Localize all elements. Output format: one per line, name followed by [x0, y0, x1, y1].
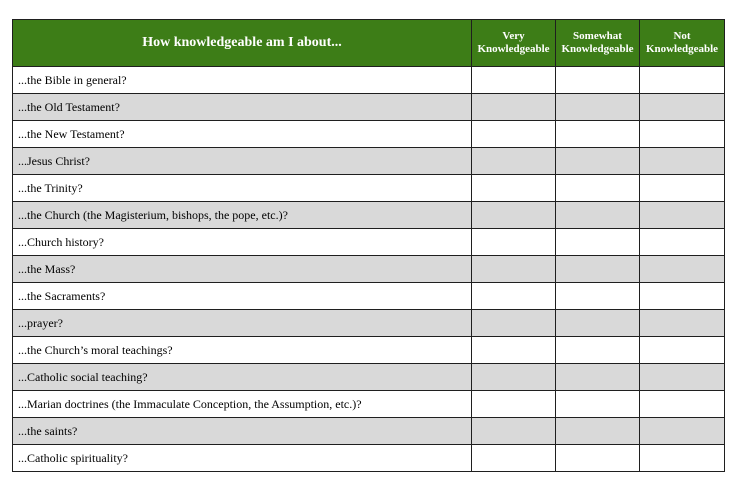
somewhat-knowledgeable-cell[interactable]: [556, 148, 640, 175]
table-row: [13, 67, 725, 94]
not-knowledgeable-header-line2: Knowledgeable: [645, 43, 719, 55]
very-knowledgeable-cell[interactable]: [472, 337, 556, 364]
question-cell: ...the Mass?: [13, 256, 472, 283]
table-row: [13, 256, 725, 283]
question-cell: ...the saints?: [13, 418, 472, 445]
very-knowledgeable-cell[interactable]: [472, 418, 556, 445]
not-knowledgeable-cell[interactable]: [640, 337, 725, 364]
not-knowledgeable-cell[interactable]: [640, 391, 725, 418]
very-knowledgeable-cell[interactable]: [472, 94, 556, 121]
not-knowledgeable-header: [640, 20, 725, 67]
not-knowledgeable-cell[interactable]: [640, 364, 725, 391]
question-cell: ...prayer?: [13, 310, 472, 337]
somewhat-knowledgeable-cell[interactable]: [556, 391, 640, 418]
table-row: [13, 175, 725, 202]
somewhat-knowledgeable-cell[interactable]: [556, 445, 640, 472]
not-knowledgeable-cell[interactable]: [640, 94, 725, 121]
not-knowledgeable-header-line1: Not: [673, 30, 691, 42]
table-row: [13, 202, 725, 229]
somewhat-knowledgeable-cell[interactable]: [556, 283, 640, 310]
question-cell: ...Church history?: [13, 229, 472, 256]
question-cell: ...the Church (the Magisterium, bishops, the pope, etc.)?: [13, 202, 472, 229]
very-knowledgeable-cell[interactable]: [472, 67, 556, 94]
question-cell: ...Catholic social teaching?: [13, 364, 472, 391]
table-row: [13, 337, 725, 364]
very-knowledgeable-cell[interactable]: [472, 310, 556, 337]
not-knowledgeable-cell[interactable]: [640, 256, 725, 283]
not-knowledgeable-cell[interactable]: [640, 67, 725, 94]
very-knowledgeable-header-line2: Knowledgeable: [477, 43, 550, 55]
very-knowledgeable-cell[interactable]: [472, 175, 556, 202]
somewhat-knowledgeable-header-line2: Knowledgeable: [561, 43, 634, 55]
table-row: [13, 121, 725, 148]
header-row: [13, 20, 725, 67]
question-cell: ...Marian doctrines (the Immaculate Conception, the Assumption, etc.)?: [13, 391, 472, 418]
table-row: [13, 229, 725, 256]
very-knowledgeable-cell[interactable]: [472, 148, 556, 175]
question-column-header: How knowledgeable am I about...: [13, 20, 472, 67]
not-knowledgeable-cell[interactable]: [640, 283, 725, 310]
question-cell: ...the Church’s moral teachings?: [13, 337, 472, 364]
very-knowledgeable-cell[interactable]: [472, 364, 556, 391]
somewhat-knowledgeable-cell[interactable]: [556, 94, 640, 121]
question-cell: ...the Sacraments?: [13, 283, 472, 310]
somewhat-knowledgeable-cell[interactable]: [556, 121, 640, 148]
very-knowledgeable-cell[interactable]: [472, 283, 556, 310]
not-knowledgeable-cell[interactable]: [640, 418, 725, 445]
not-knowledgeable-cell[interactable]: [640, 445, 725, 472]
not-knowledgeable-cell[interactable]: [640, 148, 725, 175]
not-knowledgeable-cell[interactable]: [640, 175, 725, 202]
table-row: [13, 94, 725, 121]
question-cell: ...the Bible in general?: [13, 67, 472, 94]
somewhat-knowledgeable-cell[interactable]: [556, 175, 640, 202]
table-row: [13, 445, 725, 472]
table-row: [13, 418, 725, 445]
question-cell: ...the Old Testament?: [13, 94, 472, 121]
question-cell: ...Jesus Christ?: [13, 148, 472, 175]
very-knowledgeable-cell[interactable]: [472, 121, 556, 148]
somewhat-knowledgeable-cell[interactable]: [556, 337, 640, 364]
very-knowledgeable-cell[interactable]: [472, 202, 556, 229]
somewhat-knowledgeable-cell[interactable]: [556, 67, 640, 94]
not-knowledgeable-cell[interactable]: [640, 121, 725, 148]
table-row: [13, 283, 725, 310]
question-cell: ...the New Testament?: [13, 121, 472, 148]
table-row: [13, 310, 725, 337]
somewhat-knowledgeable-cell[interactable]: [556, 364, 640, 391]
question-cell: ...Catholic spirituality?: [13, 445, 472, 472]
somewhat-knowledgeable-header: [556, 20, 640, 67]
very-knowledgeable-cell[interactable]: [472, 391, 556, 418]
question-cell: ...the Trinity?: [13, 175, 472, 202]
very-knowledgeable-cell[interactable]: [472, 229, 556, 256]
not-knowledgeable-cell[interactable]: [640, 202, 725, 229]
table-row: [13, 364, 725, 391]
very-knowledgeable-cell[interactable]: [472, 256, 556, 283]
very-knowledgeable-header-line1: Very: [502, 30, 525, 42]
very-knowledgeable-header: [472, 20, 556, 67]
table-row: [13, 148, 725, 175]
not-knowledgeable-cell[interactable]: [640, 229, 725, 256]
table-row: [13, 391, 725, 418]
somewhat-knowledgeable-cell[interactable]: [556, 418, 640, 445]
not-knowledgeable-cell[interactable]: [640, 310, 725, 337]
somewhat-knowledgeable-header-line1: Somewhat: [573, 30, 622, 42]
somewhat-knowledgeable-cell[interactable]: [556, 256, 640, 283]
very-knowledgeable-cell[interactable]: [472, 445, 556, 472]
knowledge-survey-table: [12, 19, 725, 472]
somewhat-knowledgeable-cell[interactable]: [556, 229, 640, 256]
somewhat-knowledgeable-cell[interactable]: [556, 310, 640, 337]
somewhat-knowledgeable-cell[interactable]: [556, 202, 640, 229]
